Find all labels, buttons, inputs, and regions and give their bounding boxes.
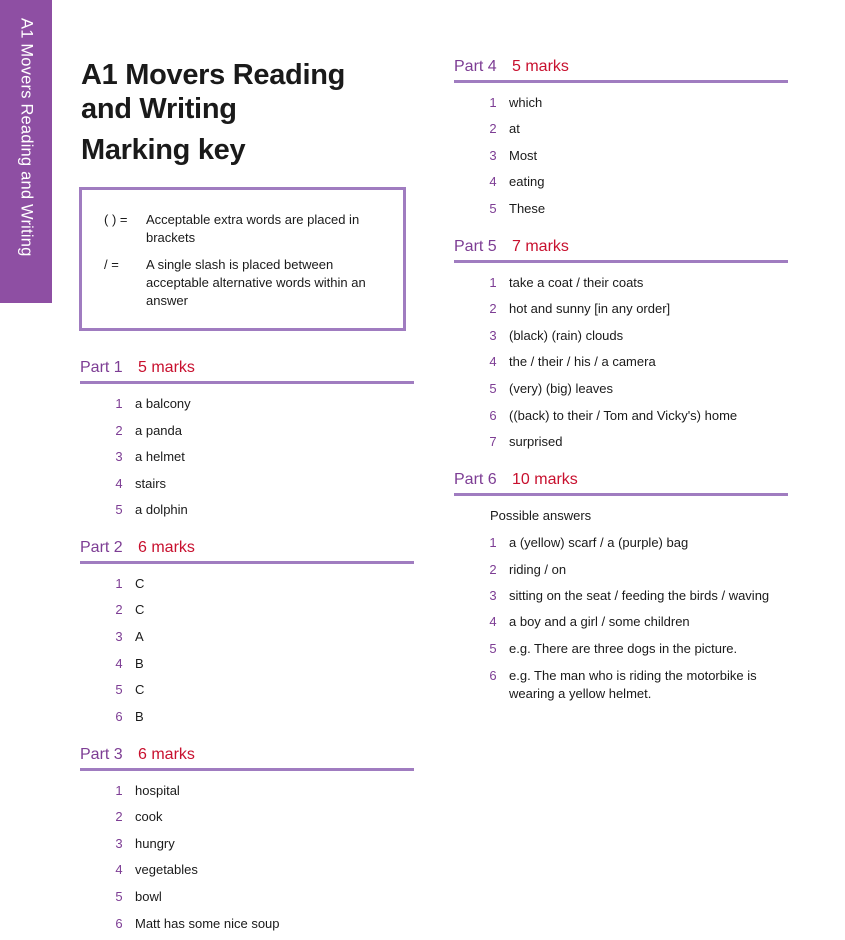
item-number: 5 (489, 381, 497, 396)
key-symbol-brackets: ( ) = (104, 212, 128, 227)
item-answer: stairs (135, 476, 167, 491)
item-number: 2 (115, 809, 123, 824)
title-line-3: Marking key (81, 134, 246, 166)
item-answer: hungry (135, 836, 175, 851)
item-number: 5 (115, 502, 123, 517)
item-number: 6 (489, 668, 497, 683)
item-answer: riding / on (509, 562, 567, 577)
item-number: 1 (489, 275, 497, 290)
item-answer: a dolphin (135, 502, 188, 517)
item-answer: e.g. The man who is riding the motorbike is wearing a yellow helmet. (509, 668, 757, 701)
part-3-rule (80, 768, 414, 771)
item-answer: B (135, 709, 144, 724)
key-text-brackets: Acceptable extra words are placed in brackets (146, 212, 360, 245)
item-number: 4 (489, 354, 497, 369)
item-answer: hot and sunny [in any order] (509, 301, 671, 316)
item-number: 6 (115, 709, 123, 724)
item-number: 4 (115, 862, 123, 877)
part-3-marks: 6 marks (138, 746, 195, 763)
item-number: 3 (489, 148, 497, 163)
item-answer: (very) (big) leaves (509, 381, 614, 396)
item-answer: bowl (135, 889, 162, 904)
item-answer: e.g. There are three dogs in the picture. (509, 641, 738, 656)
item-number: 4 (115, 476, 123, 491)
item-answer: a (yellow) scarf / a (purple) bag (509, 535, 689, 550)
item-answer: cook (135, 809, 163, 824)
item-answer: eating (509, 174, 545, 189)
item-answer: (black) (rain) clouds (509, 328, 624, 343)
part-5-marks: 7 marks (512, 238, 569, 255)
part-6-rule (454, 493, 788, 496)
item-number: 1 (115, 396, 123, 411)
item-number: 6 (115, 916, 123, 931)
item-number: 3 (115, 629, 123, 644)
item-answer: which (509, 95, 543, 110)
part-4-rule (454, 80, 788, 83)
part-6-marks: 10 marks (512, 471, 578, 488)
item-number: 5 (489, 641, 497, 656)
side-tab-label: A1 Movers Reading and Writing (17, 18, 36, 257)
item-number: 2 (489, 301, 497, 316)
item-answer: C (135, 682, 145, 697)
part-2-label: Part 2 (80, 539, 123, 556)
item-answer: These (509, 201, 546, 216)
part-4-label: Part 4 (454, 58, 497, 75)
item-number: 3 (115, 449, 123, 464)
item-answer: a panda (135, 423, 182, 438)
item-number: 5 (115, 682, 123, 697)
item-answer: a helmet (135, 449, 185, 464)
item-answer: Most (509, 148, 538, 163)
key-text-slash: A single slash is placed between acceptable alternative words within an answer (146, 257, 366, 308)
item-number: 5 (489, 201, 497, 216)
part-6-label: Part 6 (454, 471, 497, 488)
item-answer: vegetables (135, 862, 198, 877)
title-line-2: and Writing (81, 93, 237, 125)
key-symbol-slash: / = (104, 257, 119, 272)
item-number: 4 (489, 174, 497, 189)
item-answer: sitting on the seat / feeding the birds / waving (509, 588, 770, 603)
part-3-label: Part 3 (80, 746, 123, 763)
item-number: 2 (489, 121, 497, 136)
part-4-marks: 5 marks (512, 58, 569, 75)
item-answer: ((back) to their / Tom and Vicky's) home (509, 408, 738, 423)
possible-answers-label: Possible answers (490, 508, 592, 523)
item-answer: the / their / his / a camera (509, 354, 656, 369)
item-answer: B (135, 656, 144, 671)
item-answer: surprised (509, 434, 563, 449)
title-line-1: A1 Movers Reading (81, 59, 346, 91)
key-box (79, 187, 406, 331)
item-number: 3 (115, 836, 123, 851)
item-number: 1 (115, 576, 123, 591)
item-number: 4 (489, 614, 497, 629)
item-number: 3 (489, 588, 497, 603)
item-answer: Matt has some nice soup (135, 916, 280, 931)
item-answer: take a coat / their coats (509, 275, 644, 290)
item-number: 1 (115, 783, 123, 798)
part-1-marks: 5 marks (138, 359, 195, 376)
part-5-label: Part 5 (454, 238, 497, 255)
item-answer: A (135, 629, 144, 644)
item-number: 1 (489, 535, 497, 550)
part-1-rule (80, 381, 414, 384)
item-answer: C (135, 602, 145, 617)
part-5-rule (454, 260, 788, 263)
page-title (81, 58, 345, 167)
item-number: 2 (489, 562, 497, 577)
item-number: 6 (489, 408, 497, 423)
item-answer: C (135, 576, 145, 591)
part-2-marks: 6 marks (138, 539, 195, 556)
item-answer: hospital (135, 783, 180, 798)
side-tab (0, 0, 52, 303)
part-1-label: Part 1 (80, 359, 123, 376)
item-number: 4 (115, 656, 123, 671)
item-number: 1 (489, 95, 497, 110)
item-number: 3 (489, 328, 497, 343)
item-number: 2 (115, 602, 123, 617)
item-number: 2 (115, 423, 123, 438)
item-answer: at (509, 121, 520, 136)
item-number: 5 (115, 889, 123, 904)
item-number: 7 (489, 434, 497, 449)
part-2-rule (80, 561, 414, 564)
item-answer: a balcony (135, 396, 191, 411)
item-answer: a boy and a girl / some children (509, 614, 690, 629)
